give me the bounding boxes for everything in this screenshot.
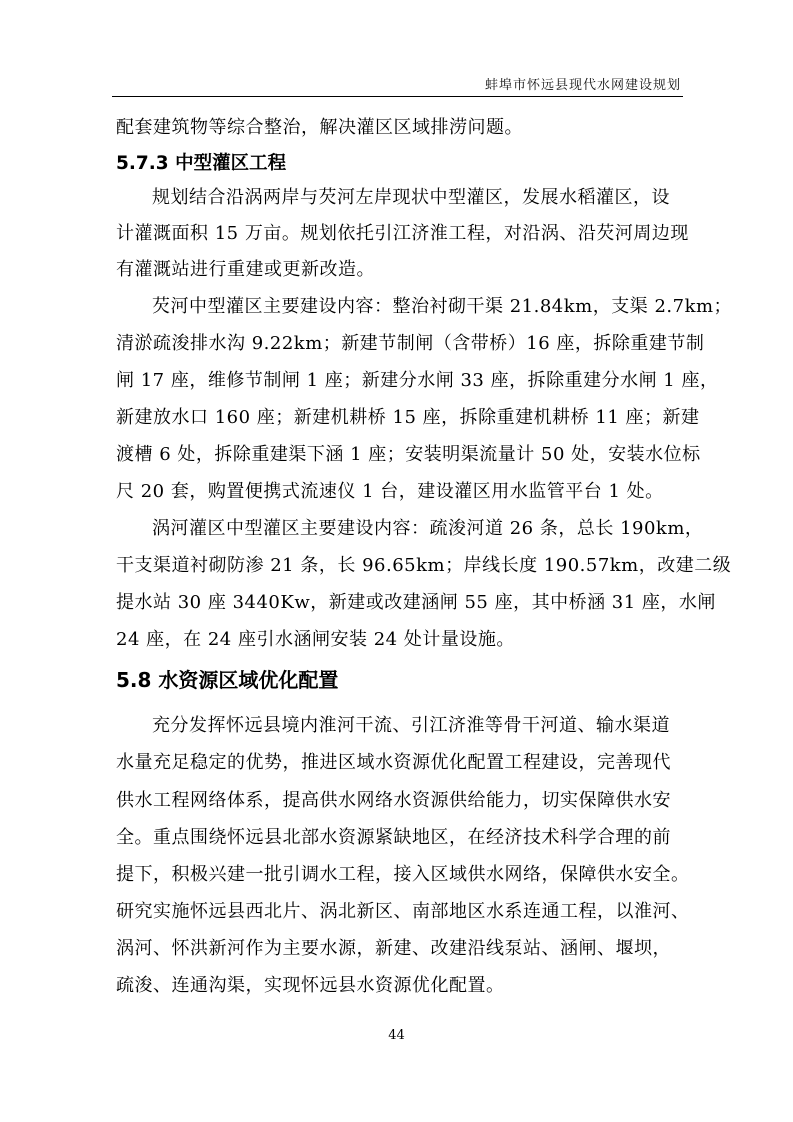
body-line: 配套建筑物等综合整治，解决灌区区域排涝问题。 <box>116 117 523 138</box>
paragraph-line: 供水工程网络体系，提高供水网络水资源供给能力，切实保障供水安 <box>116 790 671 811</box>
paragraph-line: 闸 17 座，维修节制闸 1 座；新建分水闸 33 座，拆除重建分水闸 1 座， <box>116 370 719 391</box>
paragraph-line: 芡河中型灌区主要建设内容：整治衬砌干渠 21.84km，支渠 2.7km； <box>152 296 733 317</box>
paragraph-line: 渡槽 6 处，拆除重建渠下涵 1 座；安装明渠流量计 50 处，安装水位标 <box>116 444 701 465</box>
paragraph-line: 全。重点围绕怀远县北部水资源紧缺地区，在经济技术科学合理的前 <box>116 827 671 848</box>
paragraph-line: 尺 20 套，购置便携式流速仪 1 台，建设灌区用水监管平台 1 处。 <box>116 481 664 502</box>
running-header-title: 蚌埠市怀远县现代水网建设规划 <box>484 78 681 93</box>
paragraph-line: 研究实施怀远县西北片、涡北新区、南部地区水系连通工程，以淮河、 <box>116 901 690 922</box>
paragraph-line: 提下，积极兴建一批引调水工程，接入区域供水网络，保障供水安全。 <box>116 864 690 885</box>
section-heading-5-8: 5.8 水资源区域优化配置 <box>116 668 339 692</box>
paragraph-line: 水量充足稳定的优势，推进区域水资源优化配置工程建设，完善现代 <box>116 752 671 773</box>
paragraph-line: 计灌溉面积 15 万亩。规划依托引江济淮工程，对沿涡、沿芡河周边现 <box>116 223 689 244</box>
paragraph-line: 充分发挥怀远县境内淮河干流、引江济淮等骨干河道、输水渠道 <box>152 715 670 736</box>
paragraph-line: 有灌溉站进行重建或更新改造。 <box>116 259 375 280</box>
page-number: 44 <box>388 1028 405 1043</box>
section-heading-5-7-3: 5.7.3 中型灌区工程 <box>116 153 287 174</box>
paragraph-line: 疏浚、连通沟渠，实现怀远县水资源优化配置。 <box>116 975 505 996</box>
paragraph-line: 涡河、怀洪新河作为主要水源，新建、改建沿线泵站、涵闸、堰坝， <box>116 938 671 959</box>
paragraph-line: 涡河灌区中型灌区主要建设内容：疏浚河道 26 条，总长 190km， <box>152 518 704 539</box>
paragraph-line: 24 座，在 24 座引水涵闸安装 24 处计量设施。 <box>116 629 515 650</box>
paragraph-line: 清淤疏浚排水沟 9.22km；新建节制闸（含带桥）16 座，拆除重建节制 <box>116 333 705 354</box>
paragraph-line: 干支渠道衬砌防渗 21 条，长 96.65km；岸线长度 190.57km，改建二级 <box>116 555 732 576</box>
paragraph-line: 规划结合沿涡两岸与芡河左岸现状中型灌区，发展水稻灌区，设 <box>152 187 670 208</box>
paragraph-line: 新建放水口 160 座；新建机耕桥 15 座，拆除重建机耕桥 11 座；新建 <box>116 407 700 428</box>
paragraph-line: 提水站 30 座 3440Kw，新建或改建涵闸 55 座，其中桥涵 31 座，水闸 <box>116 592 716 613</box>
header-rule <box>112 96 683 97</box>
